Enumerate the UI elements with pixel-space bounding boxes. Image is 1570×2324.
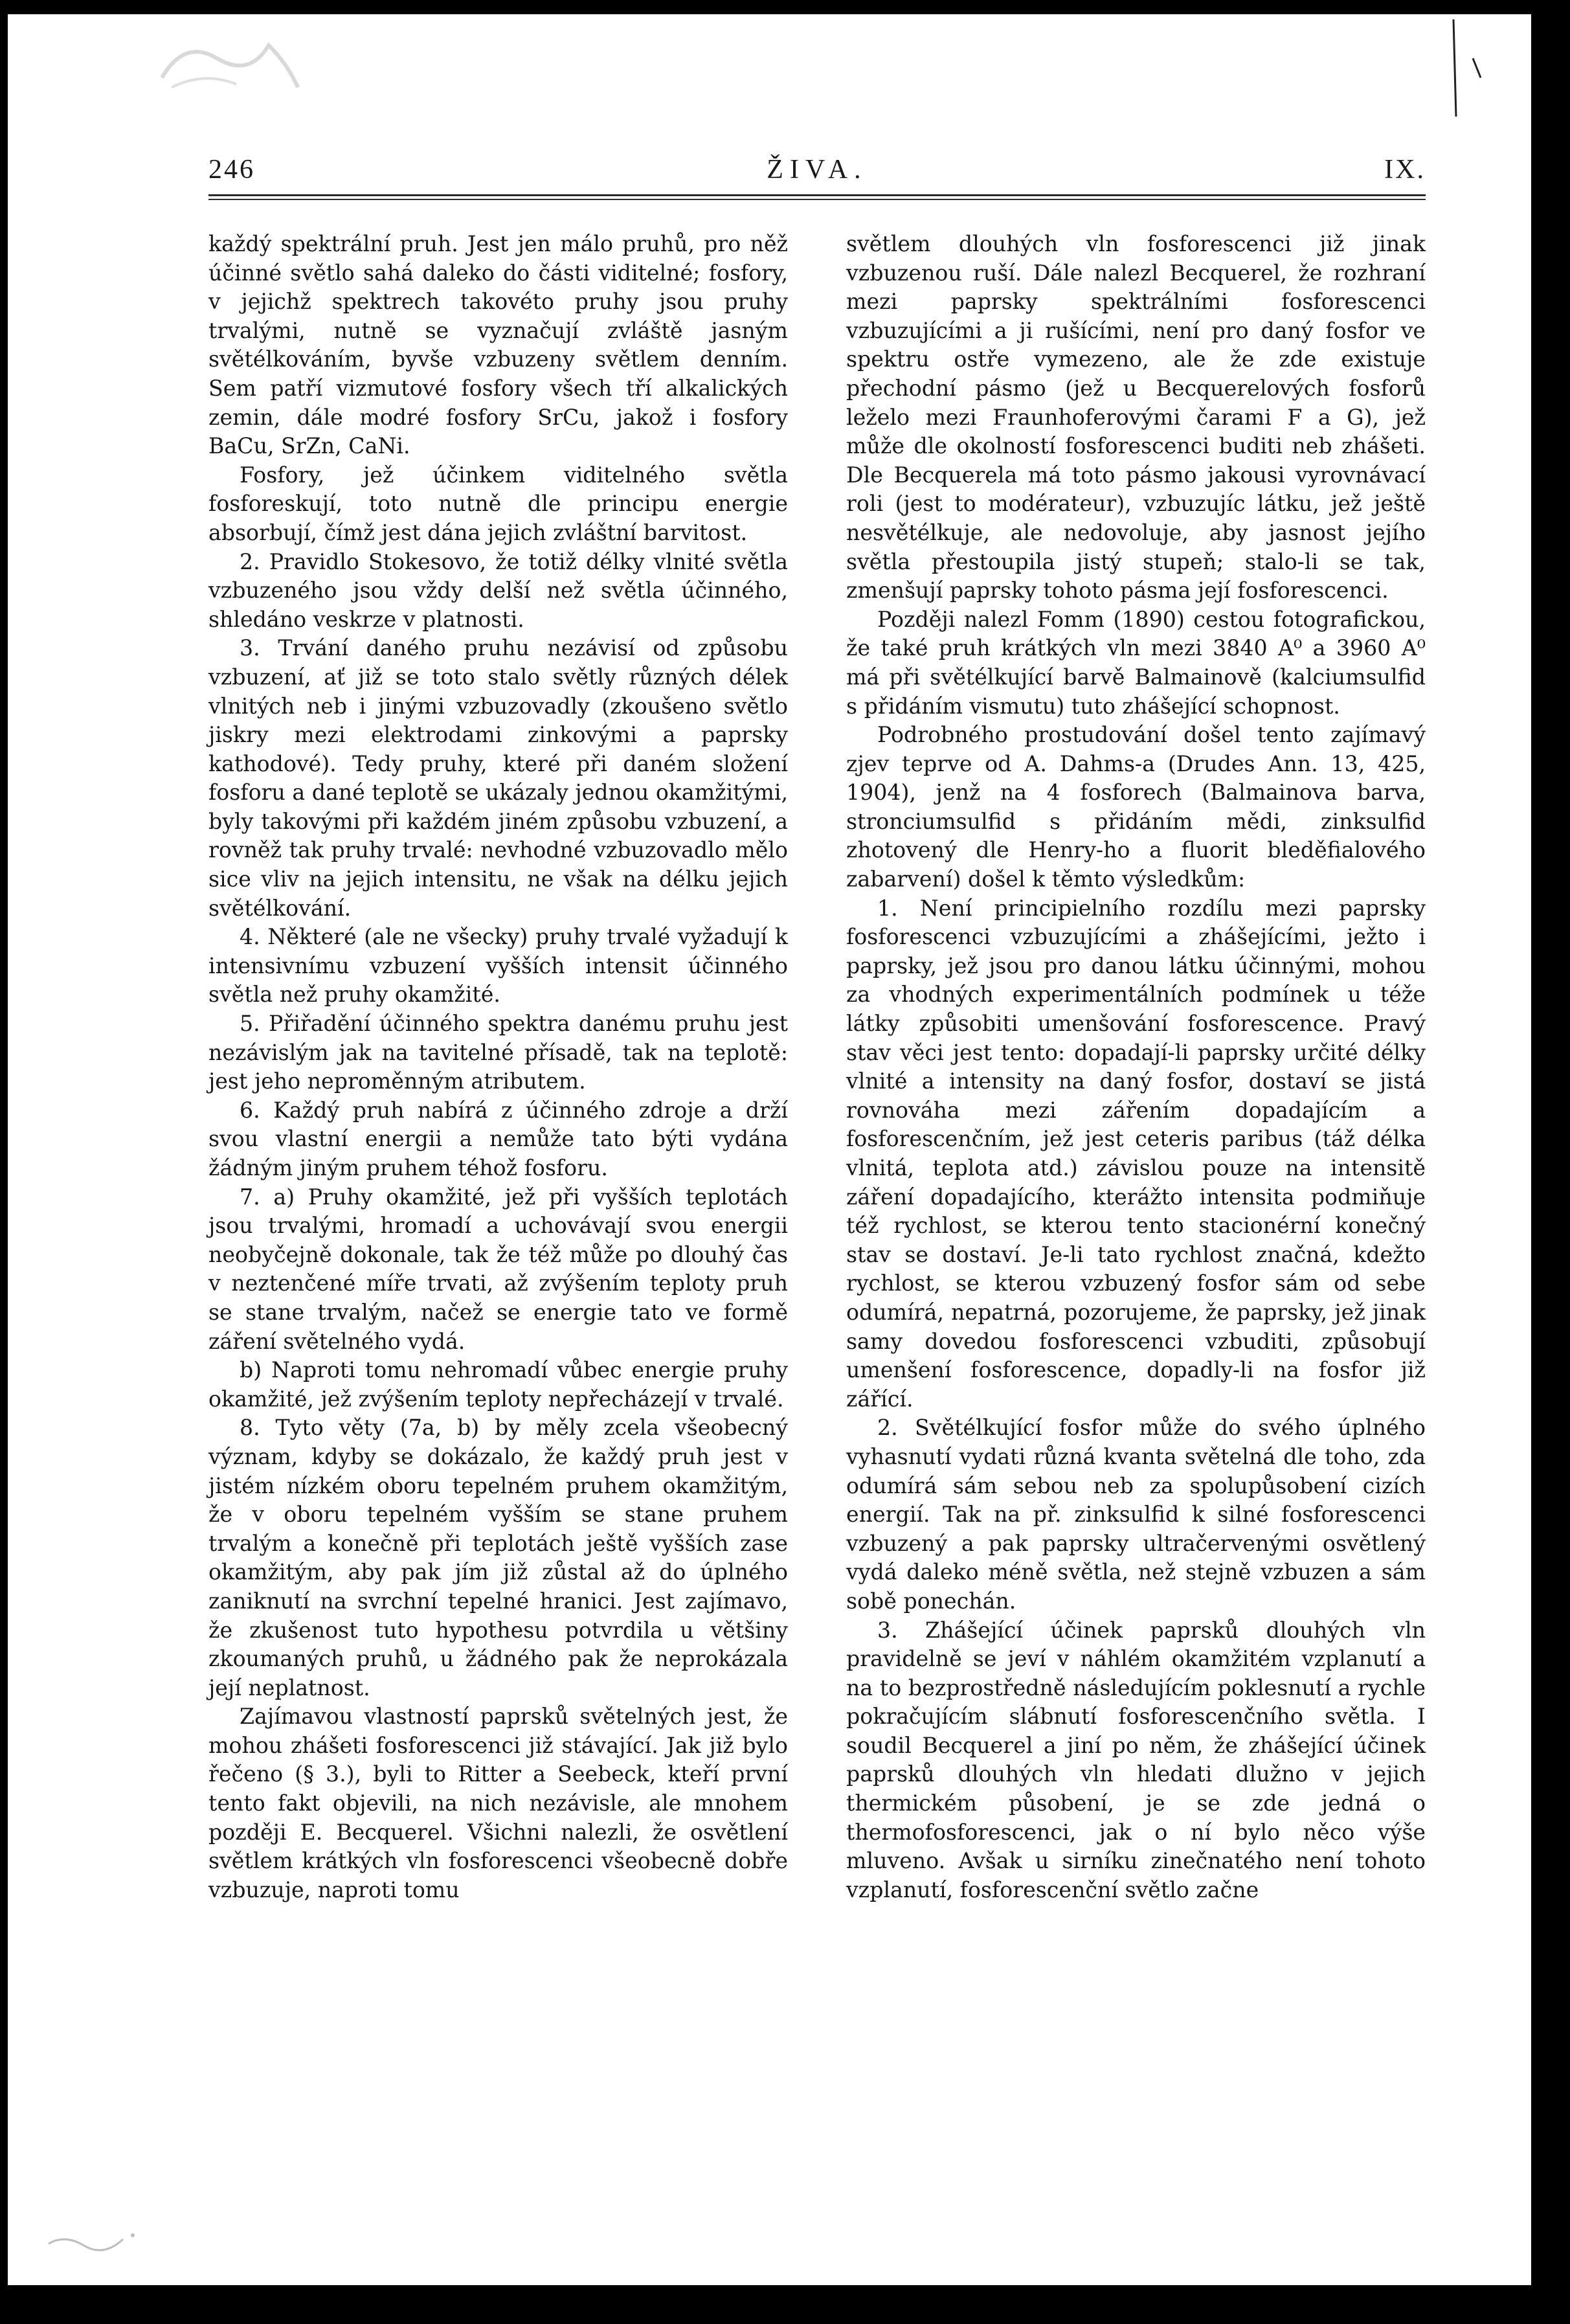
scan-smudge-icon bbox=[159, 26, 301, 97]
paragraph: 5. Přiřadění účinného spektra danému pruhu jest nezávislým jak na tavitelné přísadě, tak na teplotě: jest jeho neproměnným atributem. bbox=[208, 1011, 788, 1094]
paragraph: světlem dlouhých vln fosforescenci již jinak vzbuzenou ruší. Dále nalezl Becquerel, že rozhraní mezi paprsky spektrálními fosforescenci vzbuzujícími a ji rušícími, není pro daný fosfor ve spektru ostře vymezeno, ale že zde existuje přechodní pásmo (jež u Becquerelových fosforů leželo mezi Fraunhoferovými čarami F a G), jež může dle okolností fosforescenci buditi neb zhášeti. Dle Becquerela má toto pásmo jakousi vyrovnávací roli (jest to modérateur), vzbuzujíc látku, jež ještě nesvětélkuje, ale nedovoluje, aby jasnost jejího světla přestoupila jistý stupeň; stalo-li se tak, zmenšují paprsky tohoto pásma její fosforescenci. bbox=[846, 231, 1426, 604]
paragraph: každý spektrální pruh. Jest jen málo pruhů, pro něž účinné světlo sahá daleko do části viditelné; fosfory, v jejichž spektrech takovéto pruhy jsou pruhy trvalými, nutně se vyznačují zvláště jasným světélkováním, byvše vzbuzeny světlem denním. Sem patří vizmutové fosfory všech tří alkalických zemin, dále modré fosfory SrCu, jakož i fosfory BaCu, SrZn, CaNi. bbox=[208, 231, 788, 459]
paragraph: b) Naproti tomu nehromadí vůbec energie pruhy okamžité, jež zvýšením teploty nepřecházejí v trvalé. bbox=[208, 1357, 788, 1412]
scan-border-right bbox=[1531, 0, 1570, 2324]
scan-edge-mark-icon bbox=[1447, 19, 1486, 117]
journal-page bbox=[208, 142, 1426, 1902]
paragraph: Podrobného prostudování došel tento zajímavý zjev teprve od A. Dahms-a (Drudes Ann. 13, 425, 1904), jenž na 4 fosforech (Balmainova barva, stronciumsulfid s přidáním mědi, zinksulfid zhotovený dle Henry-ho a fluorit bleděfialového zabarvení) došel k těmto výsledkům: bbox=[846, 722, 1426, 892]
paragraph: 2. Pravidlo Stokesovo, že totiž délky vlnité světla vzbuzeného jsou vždy delší než světla účinného, shledáno veskrze v platnosti. bbox=[208, 548, 788, 632]
scan-speck-icon bbox=[45, 2228, 142, 2253]
scan-border-top bbox=[0, 0, 1570, 14]
right-column bbox=[846, 230, 1426, 1904]
page-number: 246 bbox=[208, 155, 255, 185]
paragraph: 6. Každý pruh nabírá z účinného zdroje a drží svou vlastní energii a nemůže tato býti vydána žádným jiným pruhem téhož fosforu. bbox=[208, 1097, 788, 1180]
paragraph: 1. Není principielního rozdílu mezi paprsky fosforescenci vzbuzujícími a zhášejícími, ježto i paprsky, jež jsou pro danou látku účinnými, mohou za vhodných experimentálních podmínek u téže látky způsobiti umenšování fosforescence. Pravý stav věci jest tento: dopadají-li paprsky určité délky vlnité a intensity na daný fosfor, dostaví se jistá rovnováha mezi zářením dopadajícím a fosforescenčním, jež jest ceteris paribus (táž délka vlnitá, teplota atd.) závislou pouze na intensitě záření dopadajícího, kterážto intensita podmiňuje též rychlost, se kterou tento stacionérní konečný stav se dostaví. Je-li tato rychlost značná, kdežto rychlost, se kterou vzbuzený fosfor sám od sebe odumírá, nepatrná, pozorujeme, že paprsky, jež jinak samy dovedou fosforescenci vzbuditi, způsobují umenšení fosforescence, dopadly-li na fosfor již zářící. bbox=[846, 895, 1426, 1412]
running-header bbox=[208, 142, 1426, 188]
paragraph: Zajímavou vlastností paprsků světelných jest, že mohou zhášeti fosforescenci již stávající. Jak již bylo řečeno (§ 3.), byli to Ritter a Seebeck, kteří první tento fakt objevili, na nich nezávisle, ale mnohem později E. Becquerel. Všichni nalezli, že osvětlení světlem krátkých vln fosforescenci všeobecně dobře vzbuzuje, naproti tomu bbox=[208, 1704, 788, 1902]
journal-title: ŽIVA. bbox=[767, 155, 868, 185]
paragraph: 7. a) Pruhy okamžité, jež při vyšších teplotách jsou trvalými, hromadí a uchovávají svou energii neobyčejně dokonale, tak že též může po dlouhý čas v neztenčené míře trvati, až zvýšením teploty pruh se stane trvalým, načež se energie tato ve formě záření světelného vydá. bbox=[208, 1184, 788, 1354]
paragraph: Fosfory, jež účinkem viditelného světla fosforeskují, toto nutně dle principu energie absorbují, čímž jest dána jejich zvláštní barvitost. bbox=[208, 462, 788, 545]
scan-border-left bbox=[0, 0, 8, 2324]
paragraph: 8. Tyto věty (7a, b) by měly zcela všeobecný význam, kdyby se dokázalo, že každý pruh jest v jistém nízkém oboru tepelném pruhem okamžitým, že v oboru tepelném vyšším se stane pruhem trvalým a konečně při teplotách ještě vyšších zase okamžitým, aby pak jím již zůstal až do úplného zaniknutí na svrchní tepelné hranici. Jest zajímavo, že zkušenost tuto hypothesu potvrdila u většiny zkoumaných pruhů, u žádného pak že neprokázala její neplatnost. bbox=[208, 1415, 788, 1700]
paragraph: 2. Světélkující fosfor může do svého úplného vyhasnutí vydati různá kvanta světelná dle toho, zda odumírá sám sebou neb za spolupůsobení cizích energií. Tak na př. zinksulfid k silné fosforescenci vzbuzený a pak paprsky ultračervenými osvětlený vydá daleko méně světla, než stejně vzbuzen a sám sobě ponechán. bbox=[846, 1415, 1426, 1614]
header-rule-double bbox=[208, 199, 1426, 200]
scan-border-bottom bbox=[0, 2285, 1570, 2324]
paragraph: Později nalezl Fomm (1890) cestou fotografickou, že také pruh krátkých vln mezi 3840 A⁰ a 3960 A⁰ má při světélkující barvě Balmainově (kalciumsulfid s přidáním vismutu) tuto zhášející schopnost. bbox=[846, 606, 1426, 719]
paragraph: 3. Trvání daného pruhu nezávisí od způsobu vzbuzení, ať již se toto stalo světly různých délek vlnitých neb i jinými vzbuzovadly (zkoušeno světlo jiskry mezi elektrodami zinkovými a paprsky kathodové). Tedy pruhy, které při daném složení fosforu a dané teplotě se ukázaly jednou okamžitými, byly takovými při každém jiném způsobu vzbuzení, a rovněž tak pruhy trvalé: nevhodné vzbuzovadlo mělo sice vliv na jejich intensitu, ne však na délku jejich světélkování. bbox=[208, 635, 788, 921]
paragraph: 4. Některé (ale ne všecky) pruhy trvalé vyžadují k intensivnímu vzbuzení vyšších intensit účinného světla než pruhy okamžité. bbox=[208, 924, 788, 1008]
volume-number: IX. bbox=[1384, 155, 1426, 185]
text-columns bbox=[208, 230, 1426, 1904]
header-rule bbox=[208, 194, 1426, 196]
left-column bbox=[208, 230, 788, 1904]
paragraph: 3. Zhášející účinek paprsků dlouhých vln pravidelně se jeví v náhlém okamžitém vzplanutí a na to bezprostředně následujícím poklesnutí a rychle pokračujícím slábnutí fosforescenčního světla. I soudil Becquerel a jiní po něm, že zhášející účinek paprsků dlouhých vln hledati dlužno v jejich thermickém působení, je se zde jedná o thermofosforescenci, jak o ní bylo něco výše mluveno. Avšak u sirníku zinečnatého není tohoto vzplanutí, fosforescenční světlo začne bbox=[846, 1617, 1426, 1902]
